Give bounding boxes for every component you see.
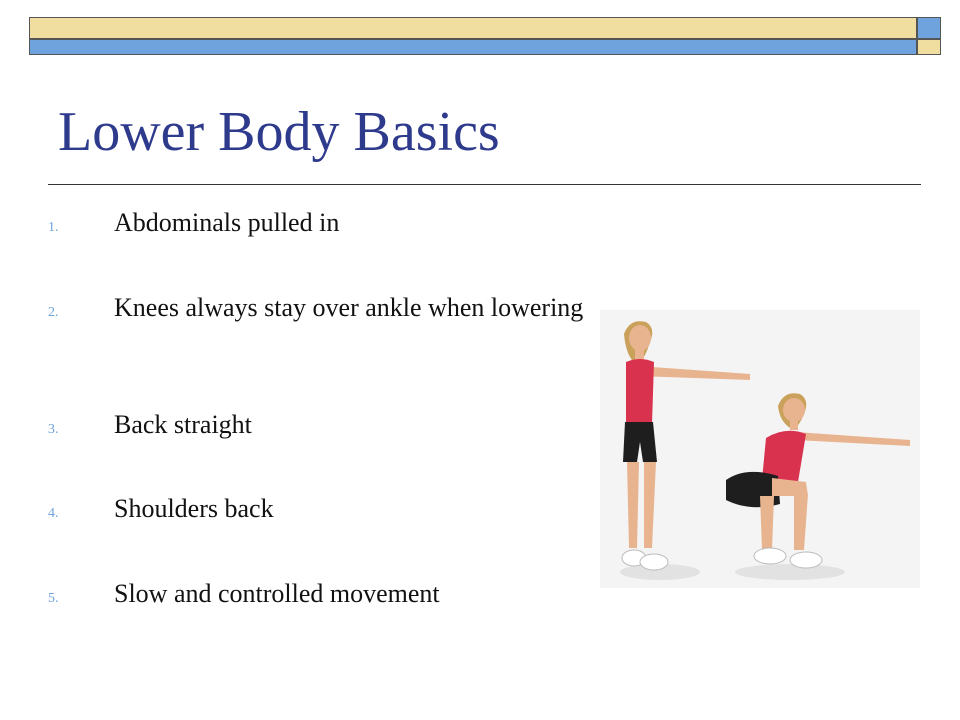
- slide-title: Lower Body Basics: [58, 101, 500, 163]
- list-item-text: Knees always stay over ankle when lowering: [114, 293, 584, 322]
- list-item-number: 5.: [48, 591, 59, 606]
- list-item-text: Abdominals pulled in: [114, 208, 340, 237]
- list-item-text: Shoulders back: [114, 494, 274, 523]
- list-item-number: 4.: [48, 506, 59, 521]
- squat-exercise-photo: [600, 310, 920, 588]
- list-item-number: 2.: [48, 305, 59, 320]
- title-divider: [48, 184, 921, 185]
- list-item-number: 3.: [48, 422, 59, 437]
- list-item-text: Slow and controlled movement: [114, 579, 440, 608]
- corner-square-blue: [917, 17, 941, 39]
- list-item-text: Back straight: [114, 410, 252, 439]
- top-bar-yellow: [29, 17, 917, 39]
- corner-square-yellow: [917, 39, 941, 55]
- top-bar-blue: [29, 39, 917, 55]
- list-item-number: 1.: [48, 220, 59, 235]
